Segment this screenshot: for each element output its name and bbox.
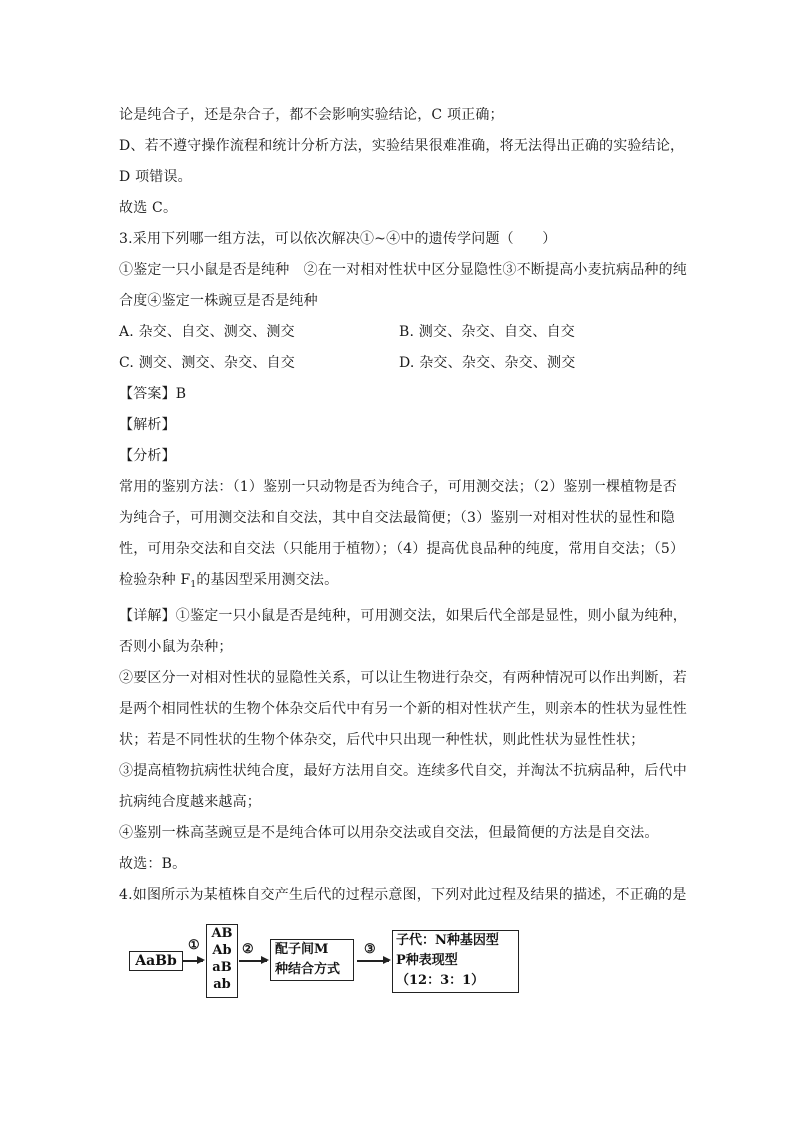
step-3-label: ③: [364, 942, 376, 957]
offspring-line: （12：3：1）: [396, 973, 485, 988]
option-a: A. 杂交、自交、测交、测交: [119, 324, 295, 340]
question-3-stem: 3.采用下列哪一组方法，可以依次解决①~④中的遗传学问题（ ）: [119, 231, 557, 247]
gamete: AB: [211, 926, 233, 941]
fenxi-heading: 【分析】: [119, 448, 176, 464]
gamete: ab: [213, 977, 231, 992]
process-diagram: [126, 918, 526, 1000]
step-2-label: ②: [242, 942, 254, 957]
text-line: 常用的鉴别方法：（1）鉴别一只动物是否为纯合子，可用测交法；（2）鉴别一棵植物是否: [119, 479, 678, 495]
combination-line: 种结合方式: [275, 962, 341, 977]
offspring-line: P种表现型: [396, 953, 458, 968]
text-line: 论是纯合子，还是杂合子，都不会影响实验结论，C 项正确；: [119, 107, 504, 123]
text-line: 为纯合子，可用测交法和自交法，其中自交法最简便；（3）鉴别一对相对性状的显性和隐: [119, 510, 675, 526]
option-b: B. 测交、杂交、自交、自交: [399, 324, 575, 340]
text-line: [119, 565, 679, 601]
arrow-right-icon: [357, 960, 389, 962]
text-line: D、若不遵守操作流程和统计分析方法，实验结果很难准确，将无法得出正确的实验结论，: [119, 138, 685, 154]
option-c: C. 测交、测交、杂交、自交: [119, 355, 295, 371]
text-line: 是两个相同性状的生物个体杂交后代中有另一个新的相对性状产生，则亲本的性状为显性性: [119, 701, 687, 717]
text-span: 检验杂种 F: [119, 572, 191, 588]
question-3-item: 合度④鉴定一株豌豆是否是纯种: [119, 293, 318, 309]
offspring-line: 子代：N种基因型: [396, 933, 499, 948]
options-row: [119, 317, 679, 348]
question-4-stem: 4.如图所示为某植株自交产生后代的过程示意图，下列对此过程及结果的描述，不正确的是: [119, 887, 687, 903]
gametes-box: [206, 924, 238, 998]
text-line: 故选 C。: [119, 200, 178, 216]
text-line: 状；若是不同性状的生物个体杂交，后代中只出现一种性状，则此性状为显性性状；: [119, 732, 645, 748]
option-d: D. 杂交、杂交、杂交、测交: [399, 355, 576, 371]
gamete: aB: [212, 960, 232, 975]
text-line: ②要区分一对相对性状的显隐性关系，可以让生物进行杂交，有两种情况可以作出判断，若: [119, 670, 687, 686]
document-body: [119, 100, 687, 911]
text-line: D 项错误。: [119, 169, 192, 185]
answer-label: 【答案】B: [119, 386, 187, 402]
step-1-label: ①: [188, 938, 200, 953]
subscript: 1: [190, 580, 197, 590]
text-line: 【详解】①鉴定一只小鼠是否是纯种，可用测交法，如果后代全部是显性，则小鼠为纯种，: [119, 608, 687, 624]
analysis-heading: 【解析】: [119, 417, 176, 433]
parent-genotype-box: AaBb: [129, 951, 183, 971]
text-line: ③提高植物抗病性状纯合度，最好方法用自交。连续多代自交，并淘汰不抗病品种，后代中: [119, 763, 687, 779]
text-line: 抗病纯合度越来越高；: [119, 794, 261, 810]
text-line: 性，可用杂交法和自交法（只能用于植物）；（4）提高优良品种的纯度，常用自交法；（5）: [119, 541, 685, 557]
text-span: 的基因型采用测交法。: [196, 572, 339, 588]
combination-box: [270, 939, 354, 981]
conclusion-line: 故选：B。: [119, 856, 187, 872]
arrow-right-icon: [239, 960, 267, 962]
gamete: Ab: [212, 943, 232, 958]
offspring-box: [392, 930, 519, 993]
text-line: ④鉴别一株高茎豌豆是不是纯合体可以用杂交法或自交法，但最简便的方法是自交法。: [119, 825, 659, 841]
combination-line: 配子间M: [275, 942, 329, 957]
arrow-right-icon: [183, 960, 203, 962]
options-row: [119, 348, 679, 379]
question-3-item: ①鉴定一只小鼠是否是纯种 ②在一对相对性状中区分显隐性③不断提高小麦抗病品种的纯: [119, 262, 687, 278]
text-line: 否则小鼠为杂种；: [119, 639, 233, 655]
